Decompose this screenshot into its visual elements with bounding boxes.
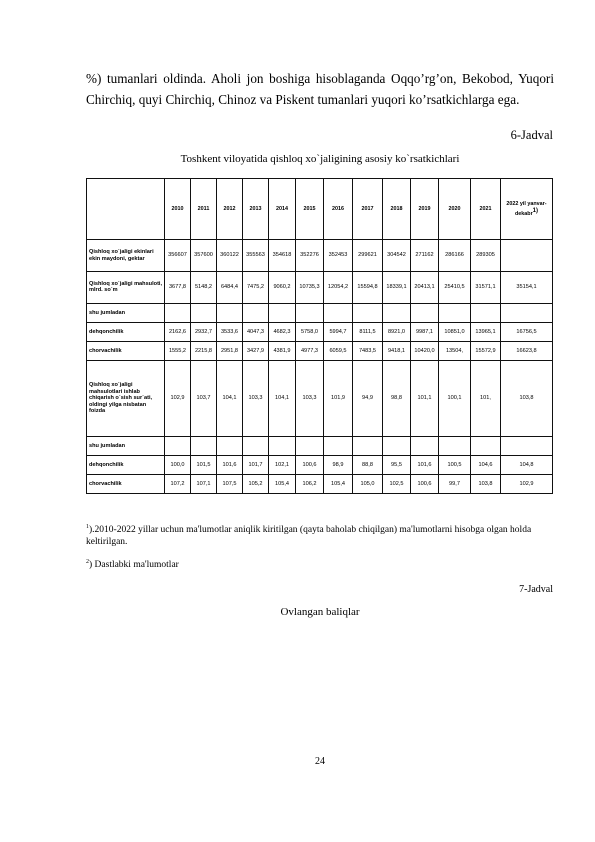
table-cell: 4047,3 <box>243 322 269 341</box>
row-label: shu jumladan <box>87 303 165 322</box>
header-year: 2011 <box>191 179 217 240</box>
table-cell: 99,7 <box>439 474 471 493</box>
table-cell: 5148,2 <box>191 272 217 304</box>
table-6-scan <box>86 174 554 520</box>
table-cell <box>411 303 439 322</box>
table-cell: 102,9 <box>501 474 553 493</box>
table-cell: 104,1 <box>217 360 243 436</box>
row-label: dehqonchilik <box>87 322 165 341</box>
footnote-1-marker: 1 <box>86 524 89 530</box>
header-corner <box>87 179 165 240</box>
table-cell: 289305 <box>471 240 501 272</box>
table-cell: 98,9 <box>324 455 353 474</box>
table-cell: 31571,1 <box>471 272 501 304</box>
table-cell: 1555,2 <box>165 341 191 360</box>
table-cell <box>501 303 553 322</box>
table-cell: 103,3 <box>296 360 324 436</box>
table-6-title: Toshkent viloyatida qishloq xo`jaligining asosiy ko`rsatkichlari <box>180 153 460 165</box>
table-7-label: 7-Jadval <box>519 584 553 595</box>
table-cell: 107,2 <box>165 474 191 493</box>
table-cell: 304542 <box>383 240 411 272</box>
table-cell <box>269 436 296 455</box>
table-cell: 102,5 <box>383 474 411 493</box>
table-row <box>87 341 553 360</box>
table-cell <box>353 436 383 455</box>
table-cell <box>353 303 383 322</box>
table-cell: 2951,8 <box>217 341 243 360</box>
header-year: 2015 <box>296 179 324 240</box>
table-cell <box>243 436 269 455</box>
table-cell: 8111,5 <box>353 322 383 341</box>
table-row <box>87 436 553 455</box>
table-cell: 3533,6 <box>217 322 243 341</box>
table-row <box>87 272 553 304</box>
table-cell: 104,8 <box>501 455 553 474</box>
table-cell: 271162 <box>411 240 439 272</box>
footnote-2 <box>86 559 179 570</box>
table-row <box>87 322 553 341</box>
header-year-latest-label: 2022 yil yanvar-dekabr <box>506 200 547 217</box>
header-year: 2017 <box>353 179 383 240</box>
table-cell: 13504, <box>439 341 471 360</box>
table-cell: 100,6 <box>411 474 439 493</box>
table-cell: 356607 <box>165 240 191 272</box>
table-cell <box>217 436 243 455</box>
table-row <box>87 360 553 436</box>
table-cell: 6484,4 <box>217 272 243 304</box>
header-year: 2013 <box>243 179 269 240</box>
header-year: 2019 <box>411 179 439 240</box>
table-cell: 101,9 <box>324 360 353 436</box>
table-cell: 10735,3 <box>296 272 324 304</box>
table-cell <box>501 240 553 272</box>
table-cell <box>501 436 553 455</box>
table-cell <box>296 436 324 455</box>
table-cell: 35154,1 <box>501 272 553 304</box>
table-cell <box>191 436 217 455</box>
table-cell: 25410,5 <box>439 272 471 304</box>
table-cell: 103,8 <box>501 360 553 436</box>
table-cell: 103,8 <box>471 474 501 493</box>
table-cell: 103,7 <box>191 360 217 436</box>
table-cell: 360122 <box>217 240 243 272</box>
table-cell: 299621 <box>353 240 383 272</box>
table-cell: 4682,3 <box>269 322 296 341</box>
table-cell <box>324 436 353 455</box>
row-label: Qishloq xo`jaligi ekinlari ekin maydoni, gektar <box>87 240 165 272</box>
table-cell: 101,1 <box>411 360 439 436</box>
header-year: 2014 <box>269 179 296 240</box>
table-6 <box>86 178 553 494</box>
table-cell <box>324 303 353 322</box>
table-cell: 101,5 <box>191 455 217 474</box>
table-cell <box>471 303 501 322</box>
table-cell: 6059,5 <box>324 341 353 360</box>
table-row <box>87 474 553 493</box>
table-cell: 100,0 <box>165 455 191 474</box>
table-cell: 100,1 <box>439 360 471 436</box>
table-cell: 3427,9 <box>243 341 269 360</box>
header-sup: 1) <box>532 207 539 214</box>
header-year: 2012 <box>217 179 243 240</box>
table-cell: 102,9 <box>165 360 191 436</box>
table-cell: 106,2 <box>296 474 324 493</box>
table-cell: 354618 <box>269 240 296 272</box>
table-row <box>87 240 553 272</box>
table-cell <box>217 303 243 322</box>
table-cell: 16756,5 <box>501 322 553 341</box>
row-label: chorvachilik <box>87 474 165 493</box>
table-cell: 15594,8 <box>353 272 383 304</box>
row-label: shu jumladan <box>87 436 165 455</box>
table-cell <box>383 436 411 455</box>
table-cell <box>439 436 471 455</box>
table-cell: 352453 <box>324 240 353 272</box>
table-cell: 107,5 <box>217 474 243 493</box>
table-cell <box>439 303 471 322</box>
table-cell: 105,0 <box>353 474 383 493</box>
table-cell: 4381,9 <box>269 341 296 360</box>
table-cell: 102,1 <box>269 455 296 474</box>
table-cell: 2215,8 <box>191 341 217 360</box>
table-cell: 15572,9 <box>471 341 501 360</box>
table-7-title: Ovlangan baliqlar <box>280 606 360 618</box>
footnote-1 <box>86 521 566 548</box>
table-cell <box>383 303 411 322</box>
table-cell: 105,2 <box>243 474 269 493</box>
table-cell: 4977,3 <box>296 341 324 360</box>
table-cell: 7475,2 <box>243 272 269 304</box>
table-cell: 101, <box>471 360 501 436</box>
table-row <box>87 455 553 474</box>
header-year: 2010 <box>165 179 191 240</box>
table-cell: 8921,0 <box>383 322 411 341</box>
table-cell: 355563 <box>243 240 269 272</box>
table-6-label: 6-Jadval <box>510 128 553 142</box>
table-cell: 12054,2 <box>324 272 353 304</box>
table-cell: 9987,1 <box>411 322 439 341</box>
page-number: 24 <box>315 756 325 767</box>
table-cell: 9418,1 <box>383 341 411 360</box>
table-cell: 286166 <box>439 240 471 272</box>
table-cell: 105,4 <box>269 474 296 493</box>
table-cell: 88,8 <box>353 455 383 474</box>
footnote-2-marker: 2 <box>86 559 89 565</box>
footnote-1-text: ).2010-2022 yillar uchun ma'lumotlar aniqlik kiritilgan (qayta baholab chiqilgan) ma'lumotlarni hisobga olgan holda keltirilgan. <box>86 525 532 548</box>
table-header-row <box>87 179 553 240</box>
table-cell: 2932,7 <box>191 322 217 341</box>
table-cell: 7483,5 <box>353 341 383 360</box>
body-paragraph: %) tumanlari oldinda. Aholi jon boshiga hisoblaganda Oqqo’rg’on, Bekobod, Yuqori Chirchiq, quyi Chirchiq, Chinoz va Piskent tumanlari yuqori ko’rsatkichlarga ega. <box>86 71 554 107</box>
table-cell: 101,6 <box>217 455 243 474</box>
header-year: 2021 <box>471 179 501 240</box>
table-cell: 94,9 <box>353 360 383 436</box>
table-cell: 103,3 <box>243 360 269 436</box>
table-cell <box>411 436 439 455</box>
table-cell: 100,5 <box>439 455 471 474</box>
table-cell: 104,1 <box>269 360 296 436</box>
table-cell: 3677,8 <box>165 272 191 304</box>
row-label: chorvachilik <box>87 341 165 360</box>
table-row <box>87 303 553 322</box>
table-cell: 10420,0 <box>411 341 439 360</box>
table-cell: 101,6 <box>411 455 439 474</box>
table-cell: 5758,0 <box>296 322 324 341</box>
table-cell: 13965,1 <box>471 322 501 341</box>
header-year-latest <box>501 179 553 240</box>
table-cell <box>165 303 191 322</box>
table-cell: 16623,8 <box>501 341 553 360</box>
table-cell <box>471 436 501 455</box>
table-cell: 9060,2 <box>269 272 296 304</box>
table-cell: 2162,6 <box>165 322 191 341</box>
row-label: Qishloq xo`jaligi mahsuloti, mlrd. so`m <box>87 272 165 304</box>
table-cell <box>296 303 324 322</box>
table-cell: 104,6 <box>471 455 501 474</box>
table-cell: 100,6 <box>296 455 324 474</box>
table-cell <box>165 436 191 455</box>
table-cell <box>243 303 269 322</box>
table-cell <box>269 303 296 322</box>
table-cell: 101,7 <box>243 455 269 474</box>
table-cell: 10851,0 <box>439 322 471 341</box>
footnote-2-text: ) Dastlabki ma'lumotlar <box>89 560 179 571</box>
table-cell: 357600 <box>191 240 217 272</box>
header-year: 2020 <box>439 179 471 240</box>
header-year: 2018 <box>383 179 411 240</box>
table-cell: 20413,1 <box>411 272 439 304</box>
header-year: 2016 <box>324 179 353 240</box>
table-cell: 105,4 <box>324 474 353 493</box>
table-cell: 352276 <box>296 240 324 272</box>
table-cell: 5994,7 <box>324 322 353 341</box>
row-label: Qishloq xo`jaligi mahsulotlari ishlab chiqarish o`sish sur`ati, oldingi yilga nisbatan foizda <box>87 360 165 436</box>
table-cell: 107,1 <box>191 474 217 493</box>
table-cell: 18339,1 <box>383 272 411 304</box>
table-cell: 95,5 <box>383 455 411 474</box>
table-cell <box>191 303 217 322</box>
row-label: dehqonchilik <box>87 455 165 474</box>
table-cell: 98,8 <box>383 360 411 436</box>
